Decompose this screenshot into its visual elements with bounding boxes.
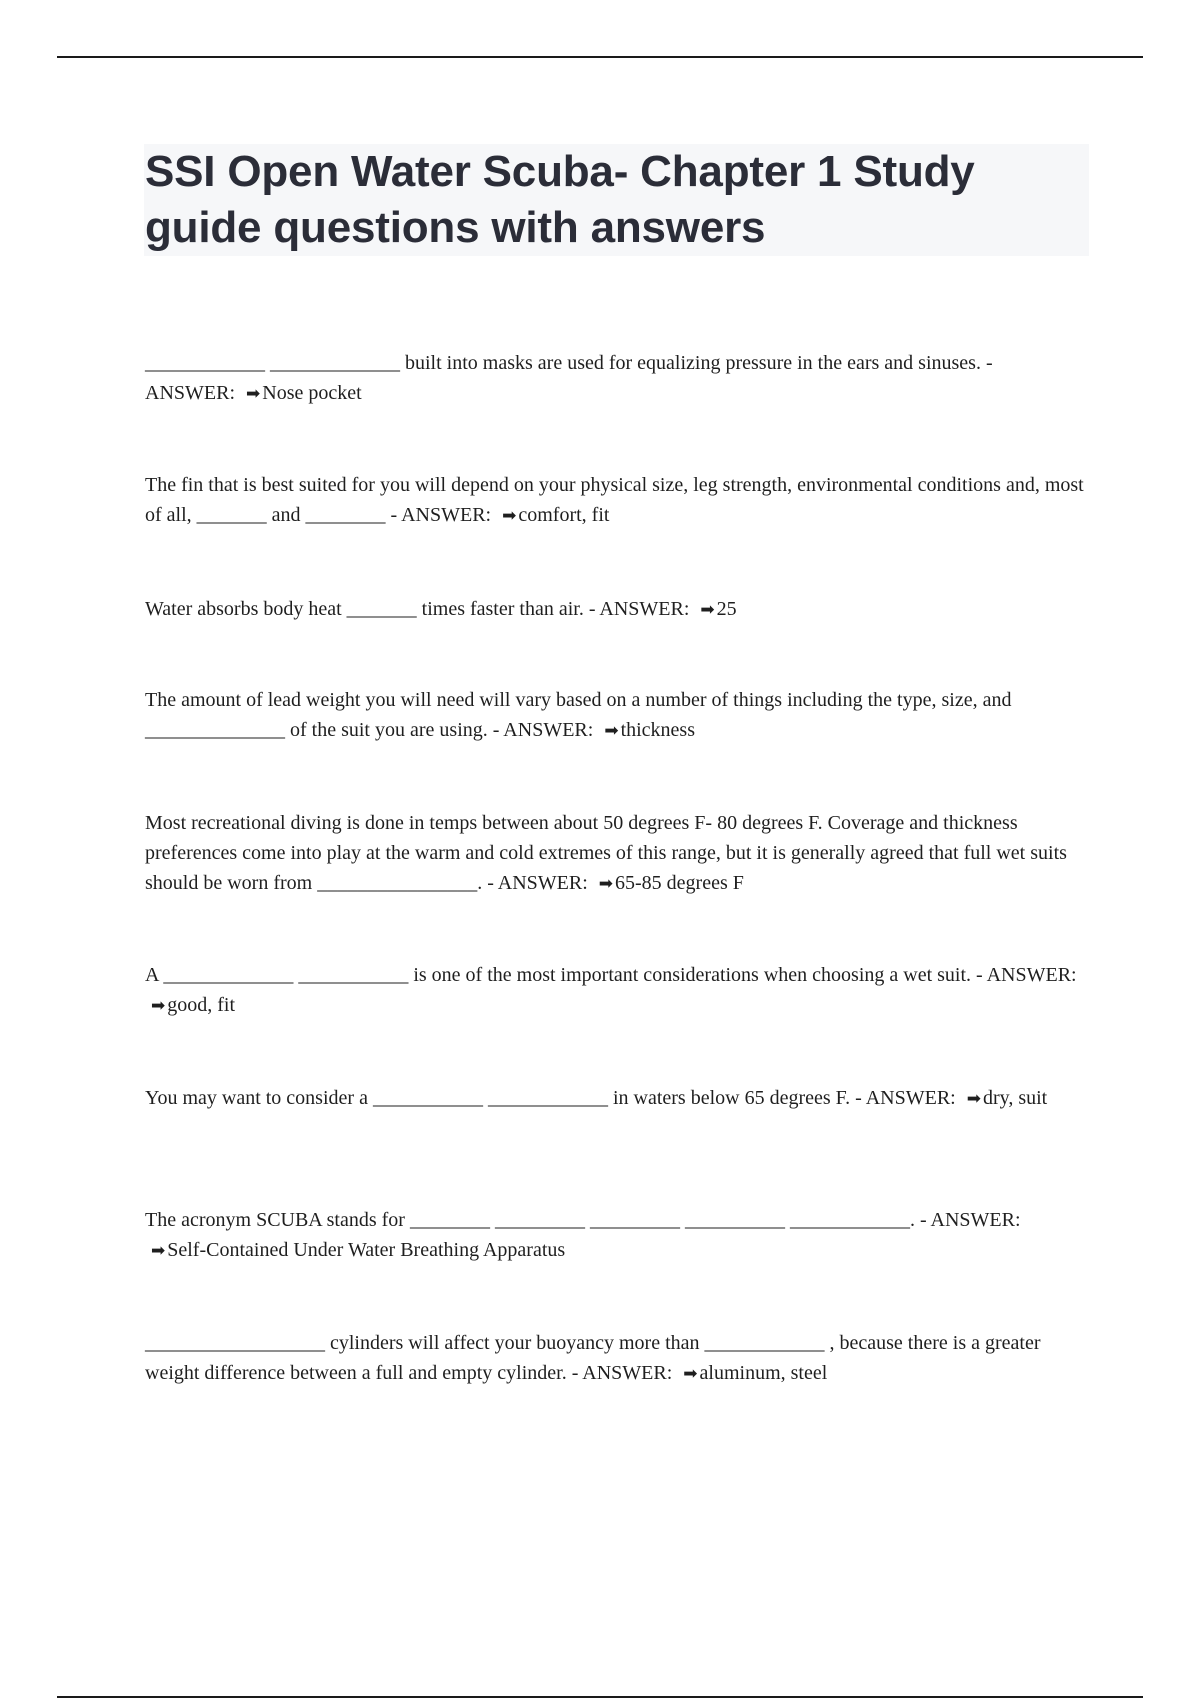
answer-text: dry, suit <box>982 1087 1048 1109</box>
arrow-right-icon: ➡ <box>246 384 261 404</box>
arrow-right-icon: ➡ <box>502 506 517 526</box>
qa-item-6 <box>145 960 1085 1021</box>
question-text: ____________ _____________ built into masks are used for equalizing pressure in the ears and sinuses. <box>145 352 981 374</box>
answer-label: - ANSWER: <box>145 352 993 404</box>
answer-label: - ANSWER: <box>855 1087 956 1109</box>
arrow-right-icon: ➡ <box>604 721 619 741</box>
answer-text: thickness <box>620 719 695 741</box>
qa-item-8 <box>145 1205 1085 1266</box>
arrow-right-icon: ➡ <box>966 1089 981 1109</box>
arrow-right-icon: ➡ <box>700 600 715 620</box>
answer-text: good, fit <box>167 994 236 1016</box>
question-text: The amount of lead weight you will need will vary based on a number of things including the type, size, and ______________ of the suit you are using. <box>145 689 1012 741</box>
question-text: Water absorbs body heat _______ times faster than air. <box>145 598 584 620</box>
answer-text: 25 <box>716 598 737 620</box>
question-text: You may want to consider a ___________ ____________ in waters below 65 degrees F. <box>145 1087 851 1109</box>
arrow-right-icon: ➡ <box>683 1364 698 1384</box>
answer-text: aluminum, steel <box>699 1362 828 1384</box>
qa-item-1 <box>145 348 1085 409</box>
qa-item-9 <box>145 1328 1085 1389</box>
answer-label: - ANSWER: <box>487 872 588 894</box>
answer-label: - ANSWER: <box>588 598 690 620</box>
answer-label: - ANSWER: <box>571 1362 673 1384</box>
question-text: Most recreational diving is done in temps between about 50 degrees F- 80 degrees F. Coverage and thickness preferences come into play at the warm and cold extremes of this range, but it is generally agreed that full wet suits should be worn from ________________. <box>145 812 1067 894</box>
arrow-right-icon: ➡ <box>598 874 614 894</box>
answer-label: - ANSWER: <box>492 719 594 741</box>
answer-text: 65-85 degrees F <box>615 872 744 894</box>
question-text: The acronym SCUBA stands for ________ _________ _________ __________ ____________. <box>145 1209 915 1231</box>
question-text: The fin that is best suited for you will depend on your physical size, leg strength, environmental conditions and, most of all, _______ and ________ <box>145 474 1084 526</box>
qa-item-7 <box>145 1083 1085 1114</box>
question-text: A _____________ ___________ is one of the most important considerations when choosing a wet suit. <box>145 964 972 986</box>
qa-item-5 <box>145 808 1085 899</box>
qa-item-4 <box>145 685 1085 746</box>
answer-text: Self-Contained Under Water Breathing Apparatus <box>167 1239 566 1261</box>
page-title: SSI Open Water Scuba- Chapter 1 Study guide questions with answers <box>145 147 975 252</box>
answer-label: - ANSWER: <box>390 504 492 526</box>
bottom-divider <box>57 1696 1143 1698</box>
answer-label: - ANSWER: <box>976 964 1077 986</box>
top-divider <box>57 56 1143 58</box>
answer-label: - ANSWER: <box>919 1209 1021 1231</box>
arrow-right-icon: ➡ <box>151 996 166 1016</box>
qa-item-2 <box>145 470 1085 531</box>
qa-item-3 <box>145 594 1085 625</box>
answer-text: comfort, fit <box>518 504 610 526</box>
question-text: __________________ cylinders will affect your buoyancy more than ____________ , because there is a greater weight difference between a full and empty cylinder. <box>145 1332 1041 1384</box>
arrow-right-icon: ➡ <box>151 1241 166 1261</box>
answer-text: Nose pocket <box>262 382 362 404</box>
